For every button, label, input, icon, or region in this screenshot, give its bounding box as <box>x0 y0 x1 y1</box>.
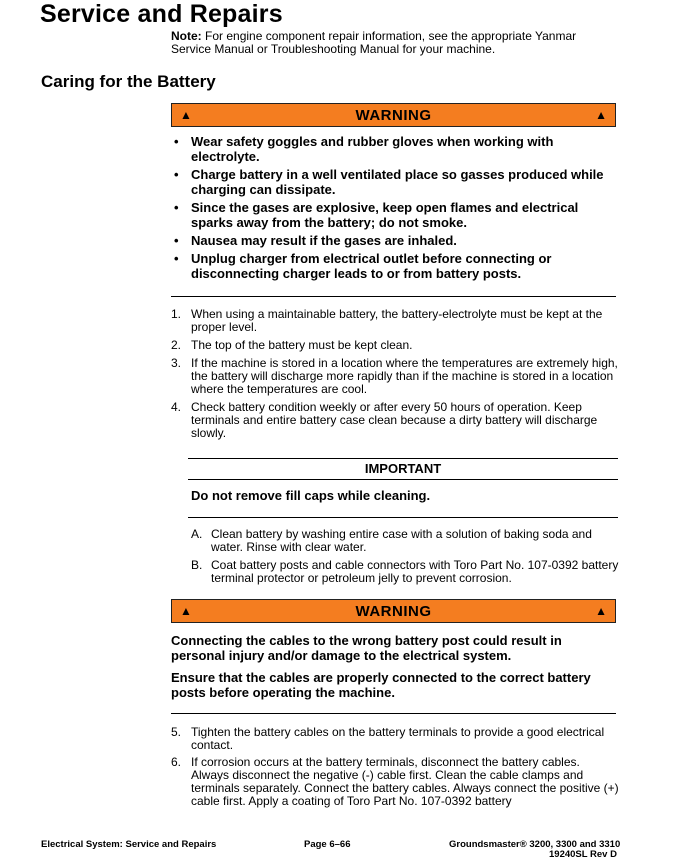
warning-triangle-icon: ▲ <box>595 108 607 122</box>
important-box <box>188 461 618 476</box>
list-item: • Charge battery in a well ventilated place so gasses produced while charging can dissipate. <box>171 167 616 197</box>
list-item <box>171 756 619 808</box>
note-paragraph <box>171 30 611 56</box>
step-number: 2. <box>171 338 182 352</box>
footer-product-name: Groundsmaster® 3200, 3300 and 3310 <box>449 839 621 850</box>
warning-text: Connecting the cables to the wrong battery post could result in personal injury and/or damage to the electrical system. <box>171 633 562 663</box>
footer-page-number: Page 6–66 <box>304 839 351 850</box>
list-item <box>171 726 619 752</box>
step-number: 6. <box>171 755 182 769</box>
divider <box>188 517 618 518</box>
divider <box>171 713 616 714</box>
footer-doc-number: 19240SL Rev D <box>549 849 617 860</box>
list-item: • Since the gases are explosive, keep open flames and electrical sparks away from the battery; do not smoke. <box>171 200 616 230</box>
step-number: 3. <box>171 356 182 370</box>
list-item <box>191 528 619 554</box>
step-text: Clean battery by washing entire case with a solution of baking soda and water. Rinse with clear water. <box>211 527 592 554</box>
page-title: Service and Repairs <box>40 0 283 28</box>
list-item <box>191 559 619 585</box>
footer-section-title: Electrical System: Service and Repairs <box>41 839 217 850</box>
list-item: • Nausea may result if the gases are inhaled. <box>171 233 616 248</box>
warning-banner <box>171 103 616 127</box>
divider <box>171 296 616 297</box>
step-text: If the machine is stored in a location where the temperatures are extremely high, the battery will discharge more rapidly than if the machine is stored in a location where the temperatures are cool. <box>191 356 618 396</box>
divider <box>188 479 618 480</box>
step-text: Tighten the battery cables on the battery terminals to provide a good electrical contact. <box>191 725 605 752</box>
warning-title: WARNING <box>355 107 432 124</box>
list-item <box>171 357 619 396</box>
steps-list <box>171 726 619 813</box>
warning-triangle-icon: ▲ <box>180 604 192 618</box>
step-text: Coat battery posts and cable connectors with Toro Part No. 107-0392 battery terminal protector or petroleum jelly to prevent corrosion. <box>211 558 619 585</box>
note-text: For engine component repair information, see the appropriate Yanmar Service Manual or Troubleshooting Manual for your machine. <box>171 29 577 56</box>
warning-bullet-list <box>171 134 616 284</box>
step-letter: B. <box>191 558 203 572</box>
warning-triangle-icon: ▲ <box>595 604 607 618</box>
list-item <box>171 308 619 334</box>
important-text: Do not remove fill caps while cleaning. <box>191 488 431 503</box>
note-label: Note: <box>171 29 202 43</box>
steps-list <box>171 308 619 445</box>
list-item <box>171 339 619 352</box>
list-item: • Wear safety goggles and rubber gloves when working with electrolyte. <box>171 134 616 164</box>
warning-text: Ensure that the cables are properly connected to the correct battery posts before operating the machine. <box>171 670 591 700</box>
warning-title: WARNING <box>355 603 432 620</box>
step-number: 5. <box>171 725 182 739</box>
step-text: If corrosion occurs at the battery terminals, disconnect the battery cables. Always disconnect the negative (-) cable first. Clean the cable clamps and terminals separately. Connect the battery cables. Always connect the positive (+) cable first. Apply a coating of Toro Part No. 107-0392 battery <box>191 755 619 808</box>
list-item: • Unplug charger from electrical outlet before connecting or disconnecting charger leads to or from battery posts. <box>171 251 616 281</box>
important-title: IMPORTANT <box>364 461 442 476</box>
step-number: 1. <box>171 307 182 321</box>
step-text: The top of the battery must be kept clean. <box>191 338 413 352</box>
step-number: 4. <box>171 400 182 414</box>
divider <box>188 458 618 459</box>
step-text: Check battery condition weekly or after every 50 hours of operation. Keep terminals and entire battery case clean because a dirty battery will discharge slowly. <box>191 400 598 440</box>
warning-triangle-icon: ▲ <box>180 108 192 122</box>
step-text: When using a maintainable battery, the battery-electrolyte must be kept at the proper level. <box>191 307 603 334</box>
step-letter: A. <box>191 527 203 541</box>
list-item <box>171 401 619 440</box>
section-heading: Caring for the Battery <box>41 72 216 91</box>
substeps-list <box>191 528 619 590</box>
important-text-box <box>191 488 621 503</box>
warning-banner <box>171 599 616 623</box>
